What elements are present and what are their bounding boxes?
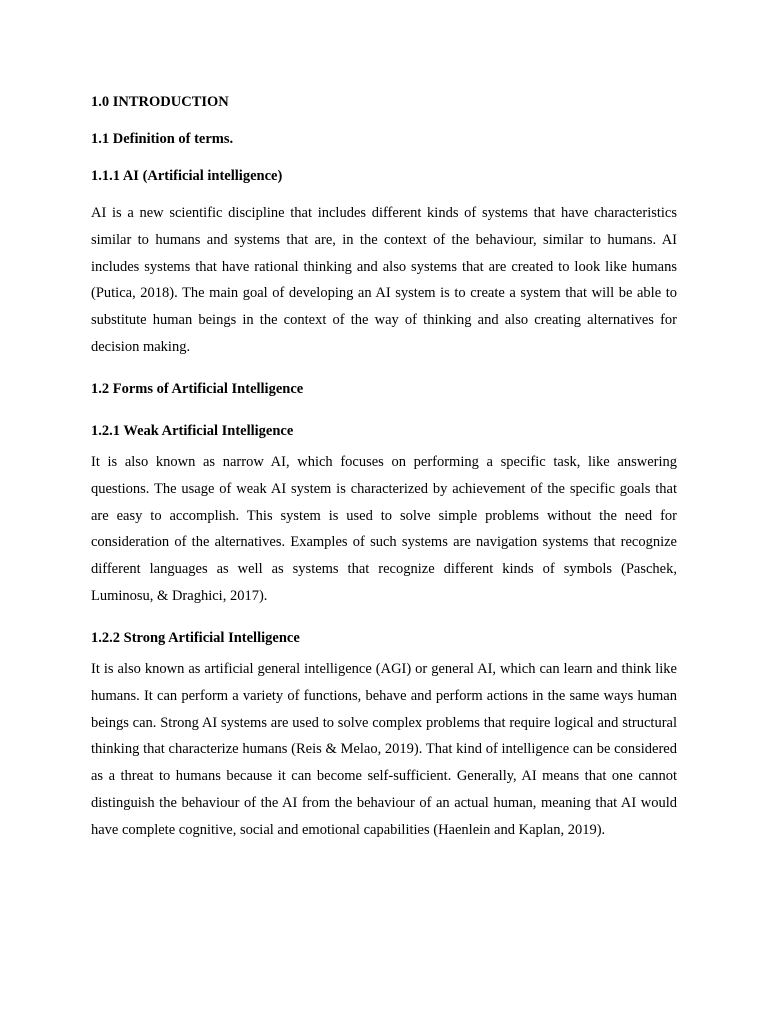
paragraph-ai-definition: AI is a new scientific discipline that includes different kinds of systems that have characteristics similar to humans and systems that are, in the context of the behaviour, similar to humans. AI includes systems that have rational thinking and also systems that are created to look like humans (Putica, 2018). The main goal of developing an AI system is to create a system that will be able to substitute human beings in the context of the way of thinking and also creating alternatives for decision making. <box>91 205 677 355</box>
paragraph-weak-ai: It is also known as narrow AI, which focuses on performing a specific task, like answering questions. The usage of weak AI system is characterized by achievement of the specific goals that are easy to accomplish. This system is used to solve simple problems without the need for consideration of the alternatives. Examples of such systems are navigation systems that recognize different languages as well as systems that recognize different kinds of symbols (Paschek, Luminosu, & Draghici, 2017). <box>91 454 677 604</box>
paragraph-strong-ai: It is also known as artificial general intelligence (AGI) or general AI, which can learn and think like humans. It can perform a variety of functions, behave and perform actions in the same ways human beings can. Strong AI systems are used to solve complex problems that require logical and structural thinking that characterize humans (Reis & Melao, 2019). That kind of intelligence can be considered as a threat to humans because it can become self-sufficient. Generally, AI means that one cannot distinguish the behaviour of the AI from the behaviour of an actual human, meaning that AI would have complete cognitive, social and emotional capabilities (Haenlein and Kaplan, 2019). <box>91 661 677 838</box>
section-heading-definition-of-terms: 1.1 Definition of terms. <box>91 131 234 147</box>
subsection-heading-ai: 1.1.1 AI (Artificial intelligence) <box>91 168 283 184</box>
section-heading-introduction: 1.0 INTRODUCTION <box>91 94 229 110</box>
section-heading-forms-of-ai: 1.2 Forms of Artificial Intelligence <box>91 381 304 397</box>
subsection-heading-weak-ai: 1.2.1 Weak Artificial Intelligence <box>91 423 294 439</box>
subsection-heading-strong-ai: 1.2.2 Strong Artificial Intelligence <box>91 630 300 646</box>
